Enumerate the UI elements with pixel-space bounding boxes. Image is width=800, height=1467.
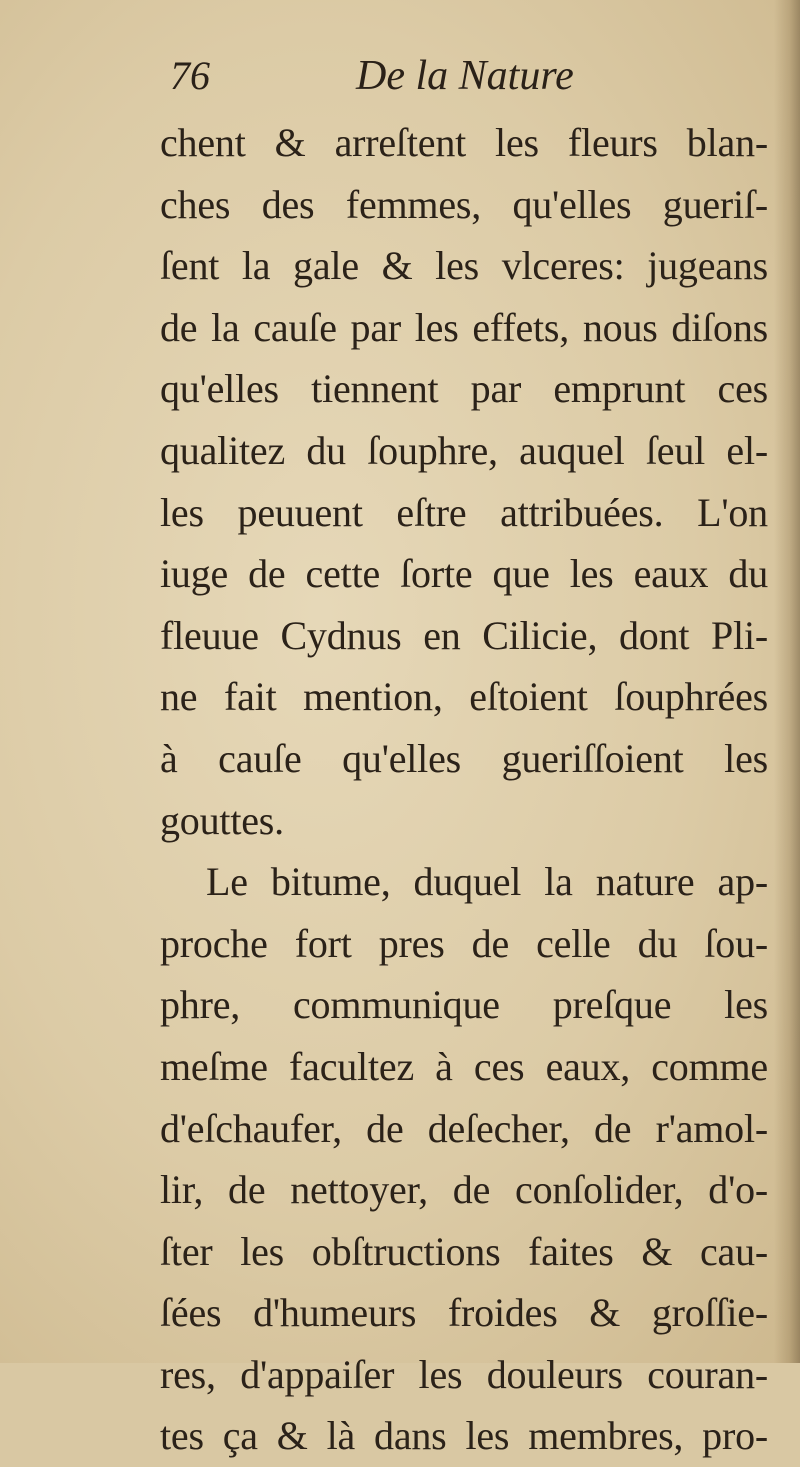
text-line: qualitez du ſouphre, auquel ſeul el- xyxy=(160,427,768,473)
text-line: phre, communique preſque les xyxy=(160,982,768,1028)
text-line: ches des femmes, qu'elles gueriſ- xyxy=(160,181,768,227)
text-line: d'eſchaufer, de deſecher, de r'amol- xyxy=(160,1105,768,1151)
running-title: De la Nature xyxy=(356,53,574,99)
text-line: ſent la gale & les vlceres: jugeans xyxy=(160,243,768,289)
text-line: ne fait mention, eſtoient ſouphrées xyxy=(160,674,768,720)
text-line: proche fort pres de celle du ſou- xyxy=(160,920,768,966)
text-line: res, d'appaiſer les douleurs couran- xyxy=(160,1351,768,1397)
body-text xyxy=(160,112,768,1467)
text-line: iuge de cette ſorte que les eaux du xyxy=(160,551,768,597)
text-line: qu'elles tiennent par emprunt ces xyxy=(160,366,768,412)
text-line: ſées d'humeurs froides & groſſie- xyxy=(160,1290,768,1336)
text-line: chent & arreſtent les fleurs blan- xyxy=(160,120,768,165)
text-line: fleuue Cydnus en Cilicie, dont Pli- xyxy=(160,612,768,658)
text-line: lir, de nettoyer, de conſolider, d'o- xyxy=(160,1167,768,1213)
text-line: les peuuent eſtre attribuées. L'on xyxy=(160,489,768,535)
page-number: 76 xyxy=(170,53,210,98)
running-head xyxy=(170,52,770,108)
text-line: de la cauſe par les effets, nous diſons xyxy=(160,304,768,350)
text-line: tes ça & là dans les membres, pro- xyxy=(160,1413,768,1459)
text-line: ſter les obſtructions faites & cau- xyxy=(160,1228,768,1274)
paragraph-2 xyxy=(160,851,768,1467)
page-edge-shadow xyxy=(774,0,800,1363)
text-line: meſme facultez à ces eaux, comme xyxy=(160,1043,768,1089)
text-line: gouttes. xyxy=(160,797,284,843)
paragraph-1 xyxy=(160,112,768,851)
text-line: Le bitume, duquel la nature ap- xyxy=(206,859,768,905)
text-line: à cauſe qu'elles gueriſſoient les xyxy=(160,735,768,781)
